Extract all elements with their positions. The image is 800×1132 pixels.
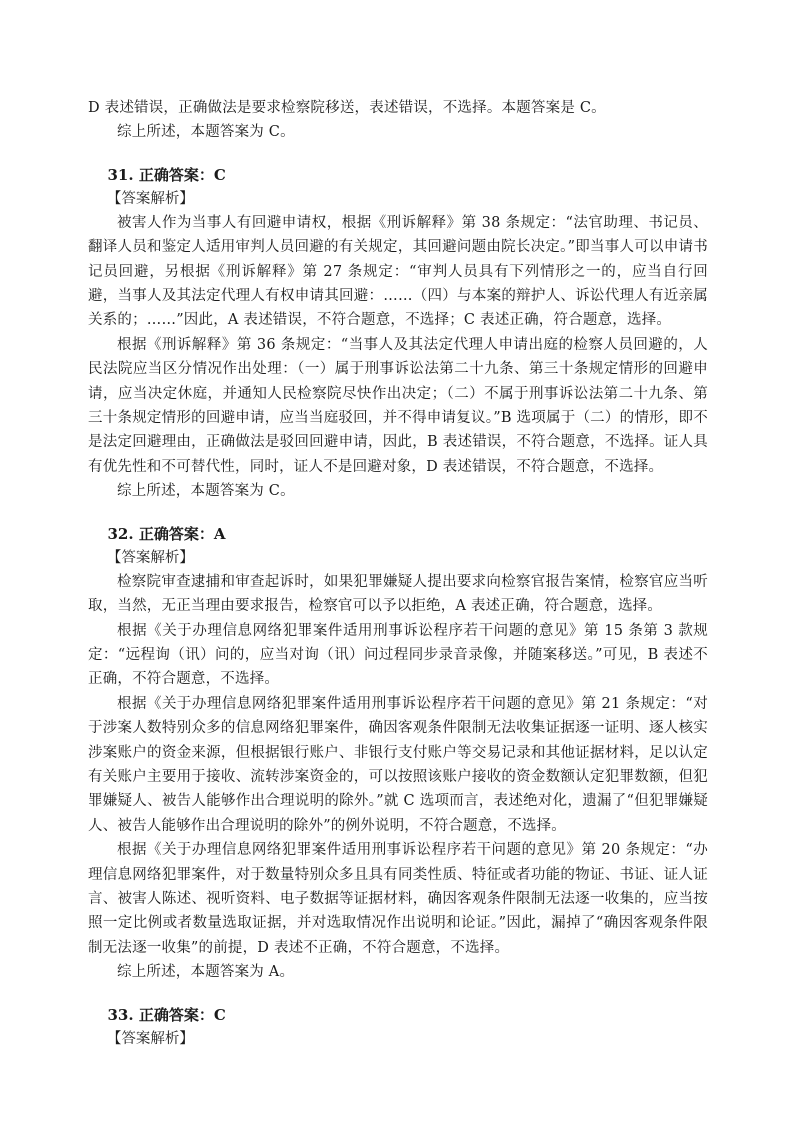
- question-title: 31. 正确答案：C: [107, 165, 226, 184]
- question-31: [88, 163, 708, 504]
- analysis-paragraph: 根据《关于办理信息网络犯罪案件适用刑事诉讼程序若干问题的意见》第 20 条规定：“办理信息网络犯罪案件，对于数量特别众多且具有同类性质、特征或者功能的物证、书证、证人证言、被害人陈述、视听资料、电子数据等证据材料，确因客观条件限制无法逐一收集的，应当按照一定比例或者数量选取证据，并对选取情况作出说明和论证。”因此，漏掉了“确因客观条件限制无法逐一收集”的前提，D 表述不正确，不符合题意，不选择。: [88, 842, 708, 956]
- document-page: [88, 96, 708, 1055]
- question-33: [88, 1003, 708, 1051]
- analysis-paragraph: 根据《刑诉解释》第 36 条规定：“当事人及其法定代理人申请出庭的检察人员回避的，人民法院应当区分情况作出处理：（一）属于刑事诉讼法第二十九条、第三十条规定情形的回避申请，应当决定休庭，并通知人民检察院尽快作出决定；（二）不属于刑事诉讼法第二十九条、第三十条规定情形的回避申请，应当当庭驳回，并不得申请复议。”B 选项属于（二）的情形，即不是法定回避理由，正确做法是驳回回避申请，因此，B 表述错误，不符合题意，不选择。证人具有优先性和不可替代性，同时，证人不是回避对象，D 表述错误，不符合题意，不选择。: [88, 336, 708, 475]
- analysis-paragraph: 被害人作为当事人有回避申请权，根据《刑诉解释》第 38 条规定：“法官助理、书记员、翻译人员和鉴定人适用审判人员回避的有关规定，其回避问题由院长决定。”即当事人可以申请书记员回避，另根据《刑诉解释》第 27 条规定：“审判人员具有下列情形之一的，应当自行回避，当事人及其法定代理人有权申请其回避：……（四）与本案的辩护人、诉讼代理人有近亲属关系的；……”因此，A 表述错误，不符合题意，不选择；C 表述正确，符合题意，选择。: [88, 214, 708, 329]
- analysis-paragraph: 根据《关于办理信息网络犯罪案件适用刑事诉讼程序若干问题的意见》第 15 条第 3 款规定：“远程询（讯）问的，应当对询（讯）问过程同步录音录像，并随案移送。”可见，B 表述不正确，不符合题意，不选择。: [88, 622, 708, 688]
- analysis-paragraph: 检察院审查逮捕和审查起诉时，如果犯罪嫌疑人提出要求向检察官报告案情，检察官应当听取，当然，无正当理由要求报告，检察官可以予以拒绝，A 表述正确，符合题意，选择。: [88, 573, 708, 615]
- analysis-paragraph: 根据《关于办理信息网络犯罪案件适用刑事诉讼程序若干问题的意见》第 21 条规定：“对于涉案人数特别众多的信息网络犯罪案件，确因客观条件限制无法收集证据逐一证明、逐人核实涉案账户的资金来源，但根据银行账户、非银行支付账户等交易记录和其他证据材料，足以认定有关账户主要用于接收、流转涉案资金的，可以按照该账户接收的资金数额认定犯罪数额，但犯罪嫌疑人、被告人能够作出合理说明的除外。”就 C 选项而言，表述绝对化，遗漏了“但犯罪嫌疑人、被告人能够作出合理说明的除外”的例外说明，不符合题意，不选择。: [88, 695, 708, 834]
- analysis-conclusion: 综上所述，本题答案为 C。: [117, 483, 295, 500]
- analysis-label: 【答案解析】: [106, 190, 194, 207]
- intro-line-1: D 表述错误，正确做法是要求检察院移送，表述错误，不选择。本题答案是 C。: [88, 100, 606, 116]
- analysis-label: 【答案解析】: [106, 1030, 194, 1047]
- intro-line-2: 综上所述，本题答案为 C。: [117, 124, 295, 141]
- analysis-conclusion: 综上所述，本题答案为 A。: [117, 964, 295, 981]
- question-title: 32. 正确答案：A: [107, 524, 226, 543]
- question-title: 33. 正确答案：C: [107, 1005, 226, 1024]
- analysis-label: 【答案解析】: [106, 549, 194, 566]
- question-32: [88, 522, 708, 985]
